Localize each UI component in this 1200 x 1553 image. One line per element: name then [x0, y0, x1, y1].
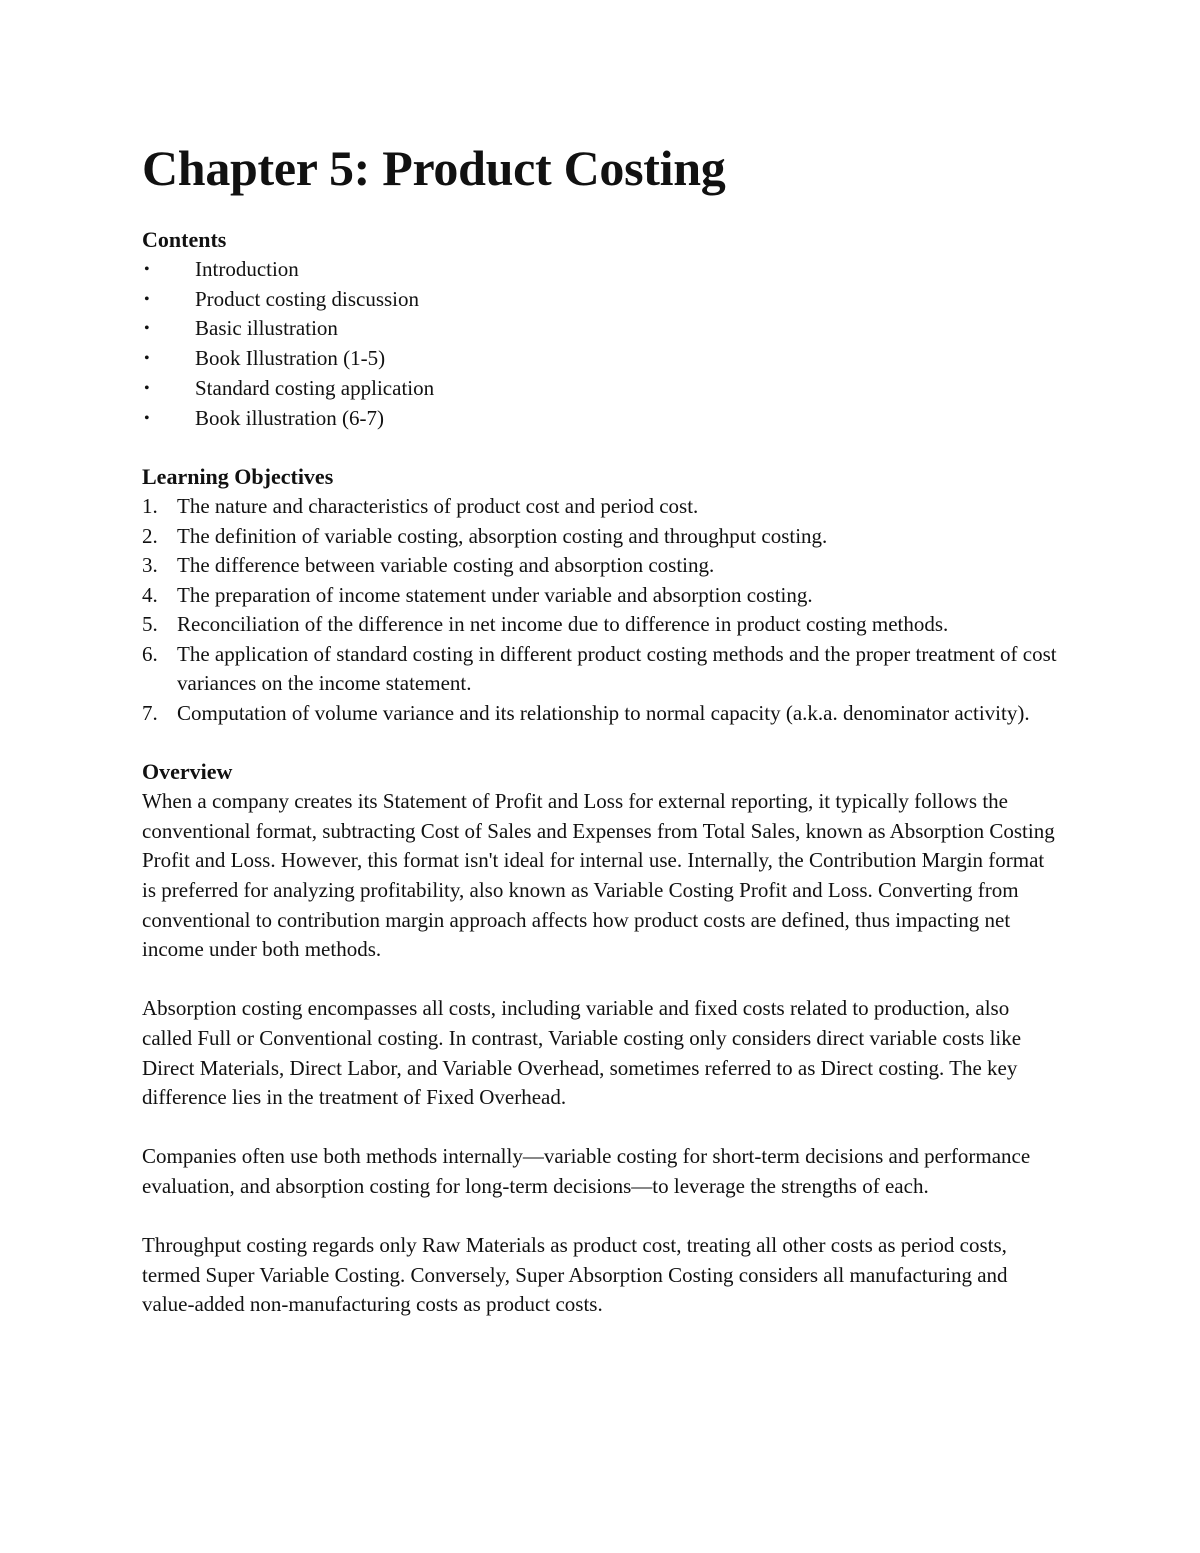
contents-item-text: Introduction [195, 257, 299, 281]
contents-item-text: Standard costing application [195, 375, 435, 400]
chapter-title: Chapter 5: Product Costing [142, 140, 726, 196]
objective-item [142, 522, 1062, 552]
contents-item [142, 404, 1062, 434]
objective-number: 3. [142, 553, 158, 578]
overview-paragraph: Companies often use both methods internally—variable costing for short-term decisions and performance evaluation, and absorption costing for long-term decisions—to leverage the strengths of each. [142, 1144, 1031, 1198]
overview-heading: Overview [142, 759, 233, 785]
contents-item [142, 314, 1062, 344]
contents-item-text: Book illustration (6-7) [195, 405, 384, 430]
objective-item [142, 551, 1062, 581]
overview-paragraph: When a company creates its Statement of Profit and Loss for external reporting, it typically follows the conventional format, subtracting Cost of Sales and Expenses from Total Sales, known as Absorption Costing Profit and Loss. However, this format isn't ideal for internal use. Internally, the Contribution Margin format is preferred for analyzing profitability, also known as Variable Costing Profit and Loss. Converting from conventional to contribution margin approach affects how product costs are defined, thus impacting net income under both methods. [142, 789, 1055, 962]
bullet-icon: • [144, 261, 150, 278]
overview-paragraph: Absorption costing encompasses all costs, including variable and fixed costs related to production, also called Full or Conventional costing. In contrast, Variable costing only considers direct variable costs like Direct Materials, Direct Labor, and Variable Overhead, sometimes referred to as Direct costing. The key difference lies in the treatment of Fixed Overhead. [142, 996, 1022, 1110]
objective-text: The definition of variable costing, absorption costing and throughput costing. [177, 523, 828, 548]
objective-number: 1. [142, 494, 158, 519]
objective-text: The application of standard costing in different product costing methods and the proper treatment of cost variances on the income statement. [177, 641, 1057, 696]
objective-item [142, 640, 1062, 699]
learning-objectives-list [142, 492, 1062, 728]
contents-item-text: Basic illustration [195, 316, 338, 341]
contents-item-text: Product costing discussion [195, 286, 419, 311]
objective-text: The nature and characteristics of product cost and period cost. [177, 494, 699, 519]
bullet-icon: • [144, 290, 150, 308]
objective-number: 6. [142, 641, 158, 666]
objective-item [142, 610, 1062, 640]
objective-item [142, 699, 1062, 729]
contents-item [142, 255, 1062, 285]
objective-text: Reconciliation of the difference in net income due to difference in product costing methods. [177, 612, 949, 637]
overview-body [142, 787, 1062, 1320]
objective-item [142, 581, 1062, 611]
objective-number: 2. [142, 523, 158, 548]
contents-item [142, 344, 1062, 374]
learning-objectives-heading: Learning Objectives [142, 464, 334, 490]
bullet-icon: • [144, 350, 150, 368]
bullet-icon: • [144, 409, 150, 427]
contents-item [142, 374, 1062, 404]
contents-item [142, 285, 1062, 315]
objective-text: The preparation of income statement under variable and absorption costing. [177, 582, 813, 607]
contents-list [142, 255, 1062, 433]
document-page [142, 138, 1062, 1320]
objective-number: 4. [142, 582, 158, 607]
bullet-icon: • [144, 379, 150, 397]
overview-paragraph: Throughput costing regards only Raw Materials as product cost, treating all other costs as period costs, termed Super Variable Costing. Conversely, Super Absorption Costing considers all manufacturing and value-added non-manufacturing costs as product costs. [142, 1233, 1008, 1317]
contents-heading: Contents [142, 227, 227, 252]
contents-item-text: Book Illustration (1-5) [195, 346, 386, 371]
bullet-icon: • [144, 320, 150, 338]
objective-text: The difference between variable costing and absorption costing. [177, 553, 715, 578]
objective-item [142, 492, 1062, 522]
objective-number: 7. [142, 700, 158, 725]
objective-text: Computation of volume variance and its relationship to normal capacity (a.k.a. denominator activity). [177, 700, 1030, 725]
objective-number: 5. [142, 612, 158, 637]
